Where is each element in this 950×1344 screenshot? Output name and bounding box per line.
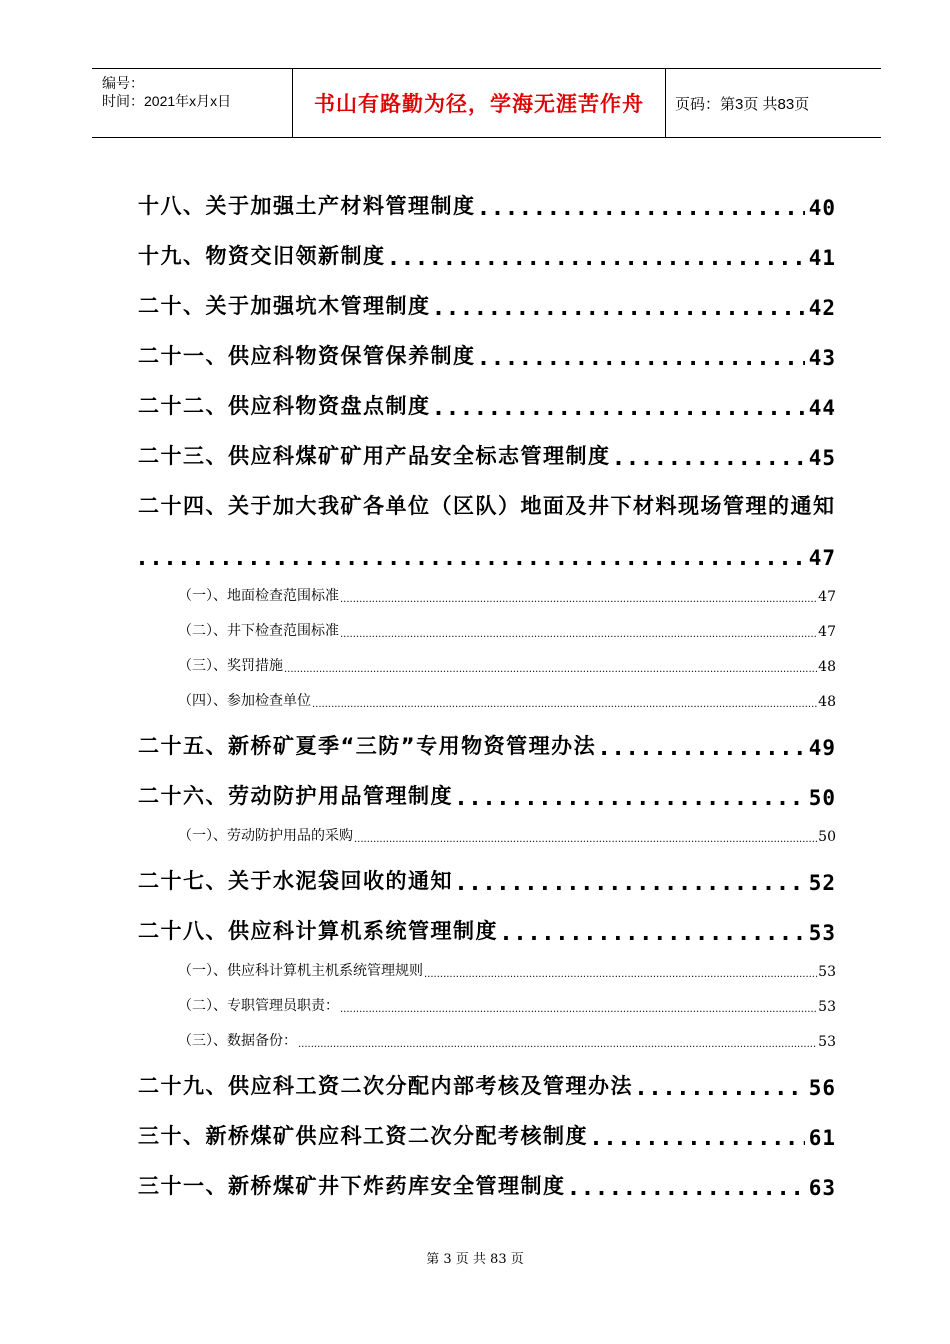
toc-subentry-page: 48 — [818, 659, 836, 675]
toc-entry-long[interactable] — [138, 470, 836, 520]
toc-leader-dots — [502, 921, 805, 945]
toc-entry[interactable] — [138, 895, 836, 945]
toc-entry-title: 十九、物资交旧领新制度 — [138, 244, 386, 268]
toc-entry-page: 47 — [808, 546, 836, 570]
toc-leader-dots — [354, 834, 817, 845]
page-footer: 第 3 页 共 83 页 — [426, 1252, 524, 1267]
toc-leader-dots — [457, 786, 805, 810]
toc-entry[interactable] — [138, 710, 836, 760]
toc-subentry[interactable] — [138, 640, 836, 675]
toc-entry-page: 41 — [808, 246, 836, 270]
toc-entry-title: 二十九、供应科工资二次分配内部考核及管理办法 — [138, 1074, 633, 1098]
toc-entry-page: 40 — [808, 196, 836, 220]
toc-entry[interactable] — [138, 270, 836, 320]
toc-entry-page: 43 — [808, 346, 836, 370]
toc-subentry-page: 53 — [818, 999, 836, 1015]
toc-entry-title: 二十、关于加强坑木管理制度 — [138, 294, 431, 318]
toc-leader-dots — [480, 346, 805, 370]
toc-leader-dots — [435, 396, 805, 420]
time-label: 时间：2021年x月x日 — [102, 93, 232, 109]
toc-subentry-page: 50 — [818, 829, 836, 845]
toc-leader-dots — [615, 446, 805, 470]
toc-entry-title: 二十三、供应科煤矿矿用产品安全标志管理制度 — [138, 444, 611, 468]
toc-entry[interactable] — [138, 1050, 836, 1100]
toc-leader-dots — [390, 246, 805, 270]
toc-entry-title: 三十、新桥煤矿供应科工资二次分配考核制度 — [138, 1124, 588, 1148]
toc-entry[interactable] — [138, 320, 836, 370]
page-header — [92, 68, 881, 138]
motto: 书山有路勤为径，学海无涯苦作舟 — [314, 92, 644, 116]
toc-leader-dots — [340, 594, 817, 605]
toc-subentry[interactable] — [138, 1015, 836, 1050]
toc-entry-page: 45 — [808, 446, 836, 470]
toc-subentry-title: （一）、供应科计算机主机系统管理规则 — [178, 963, 423, 979]
toc-leader-dots — [592, 1126, 805, 1150]
toc-leader-dots — [298, 1039, 817, 1050]
toc-entry[interactable] — [138, 220, 836, 270]
toc-entry-page: 44 — [808, 396, 836, 420]
toc-entry[interactable] — [138, 420, 836, 470]
header-meta — [92, 69, 292, 137]
toc-subentry[interactable] — [138, 810, 836, 845]
toc-leader-dots — [457, 871, 805, 895]
toc-subentry-page: 53 — [818, 964, 836, 980]
toc-subentry[interactable] — [138, 570, 836, 605]
toc-leader-dots — [312, 699, 817, 710]
toc-entry-page: 56 — [808, 1076, 836, 1100]
toc-subentry-page: 53 — [818, 1034, 836, 1050]
toc-leader-dots — [424, 969, 817, 980]
toc-entry-title: 十八、关于加强土产材料管理制度 — [138, 194, 476, 218]
toc-subentry-title: （一）、地面检查范围标准 — [178, 588, 339, 604]
toc-entry-page: 50 — [808, 786, 836, 810]
toc-entry-long-continuation[interactable] — [138, 520, 836, 570]
toc-leader-dots — [284, 664, 817, 675]
toc-subentry[interactable] — [138, 605, 836, 640]
toc-entry-title: 二十八、供应科计算机系统管理制度 — [138, 919, 498, 943]
toc-subentry[interactable] — [138, 945, 836, 980]
toc-leader-dots — [138, 546, 805, 570]
header-page-info — [665, 69, 881, 137]
toc-subentry[interactable] — [138, 675, 836, 710]
toc-entry-page: 61 — [808, 1126, 836, 1150]
toc-entry-page: 49 — [808, 736, 836, 760]
toc-subentry-page: 47 — [818, 589, 836, 605]
page-info: 页码：第3页 共83页 — [675, 95, 810, 113]
toc-entry[interactable] — [138, 370, 836, 420]
header-motto-cell — [292, 69, 666, 137]
toc-entry[interactable] — [138, 1150, 836, 1200]
toc-leader-dots — [340, 1004, 817, 1015]
toc-entry-title: 二十二、供应科物资盘点制度 — [138, 394, 431, 418]
toc-entry-title: 二十一、供应科物资保管保养制度 — [138, 344, 476, 368]
toc-leader-dots — [480, 196, 805, 220]
toc-subentry-title: （二）、专职管理员职责： — [178, 998, 339, 1014]
toc-leader-dots — [637, 1076, 805, 1100]
toc-subentry-title: （一）、劳动防护用品的采购 — [178, 828, 353, 844]
toc-entry-page: 63 — [808, 1176, 836, 1200]
toc-entry-title: 二十四、关于加大我矿各单位（区队）地面及井下材料现场管理的通知 — [138, 494, 836, 518]
number-label: 编号： — [102, 75, 144, 91]
toc-entry[interactable] — [138, 1100, 836, 1150]
toc-entry-title: 二十五、新桥矿夏季“三防”专用物资管理办法 — [138, 734, 597, 758]
toc-leader-dots — [340, 629, 817, 640]
toc-entry-title: 二十七、关于水泥袋回收的通知 — [138, 869, 453, 893]
toc-subentry-page: 47 — [818, 624, 836, 640]
toc-entry[interactable] — [138, 845, 836, 895]
toc-subentry-title: （二）、井下检查范围标准 — [178, 623, 339, 639]
toc-entry[interactable] — [138, 760, 836, 810]
toc-entry-page: 42 — [808, 296, 836, 320]
toc-entry[interactable] — [138, 170, 836, 220]
toc-leader-dots — [570, 1176, 805, 1200]
toc-entry-title: 二十六、劳动防护用品管理制度 — [138, 784, 453, 808]
toc-subentry-title: （三）、数据备份： — [178, 1033, 297, 1049]
toc-subentry[interactable] — [138, 980, 836, 1015]
toc-entry-title: 三十一、新桥煤矿井下炸药库安全管理制度 — [138, 1174, 566, 1198]
toc-leader-dots — [435, 296, 805, 320]
toc-leader-dots — [600, 736, 805, 760]
toc-entry-page: 53 — [808, 921, 836, 945]
table-of-contents — [138, 170, 836, 1200]
toc-entry-page: 52 — [808, 871, 836, 895]
toc-subentry-title: （四）、参加检查单位 — [178, 693, 311, 709]
toc-subentry-title: （三）、奖罚措施 — [178, 658, 283, 674]
toc-subentry-page: 48 — [818, 694, 836, 710]
